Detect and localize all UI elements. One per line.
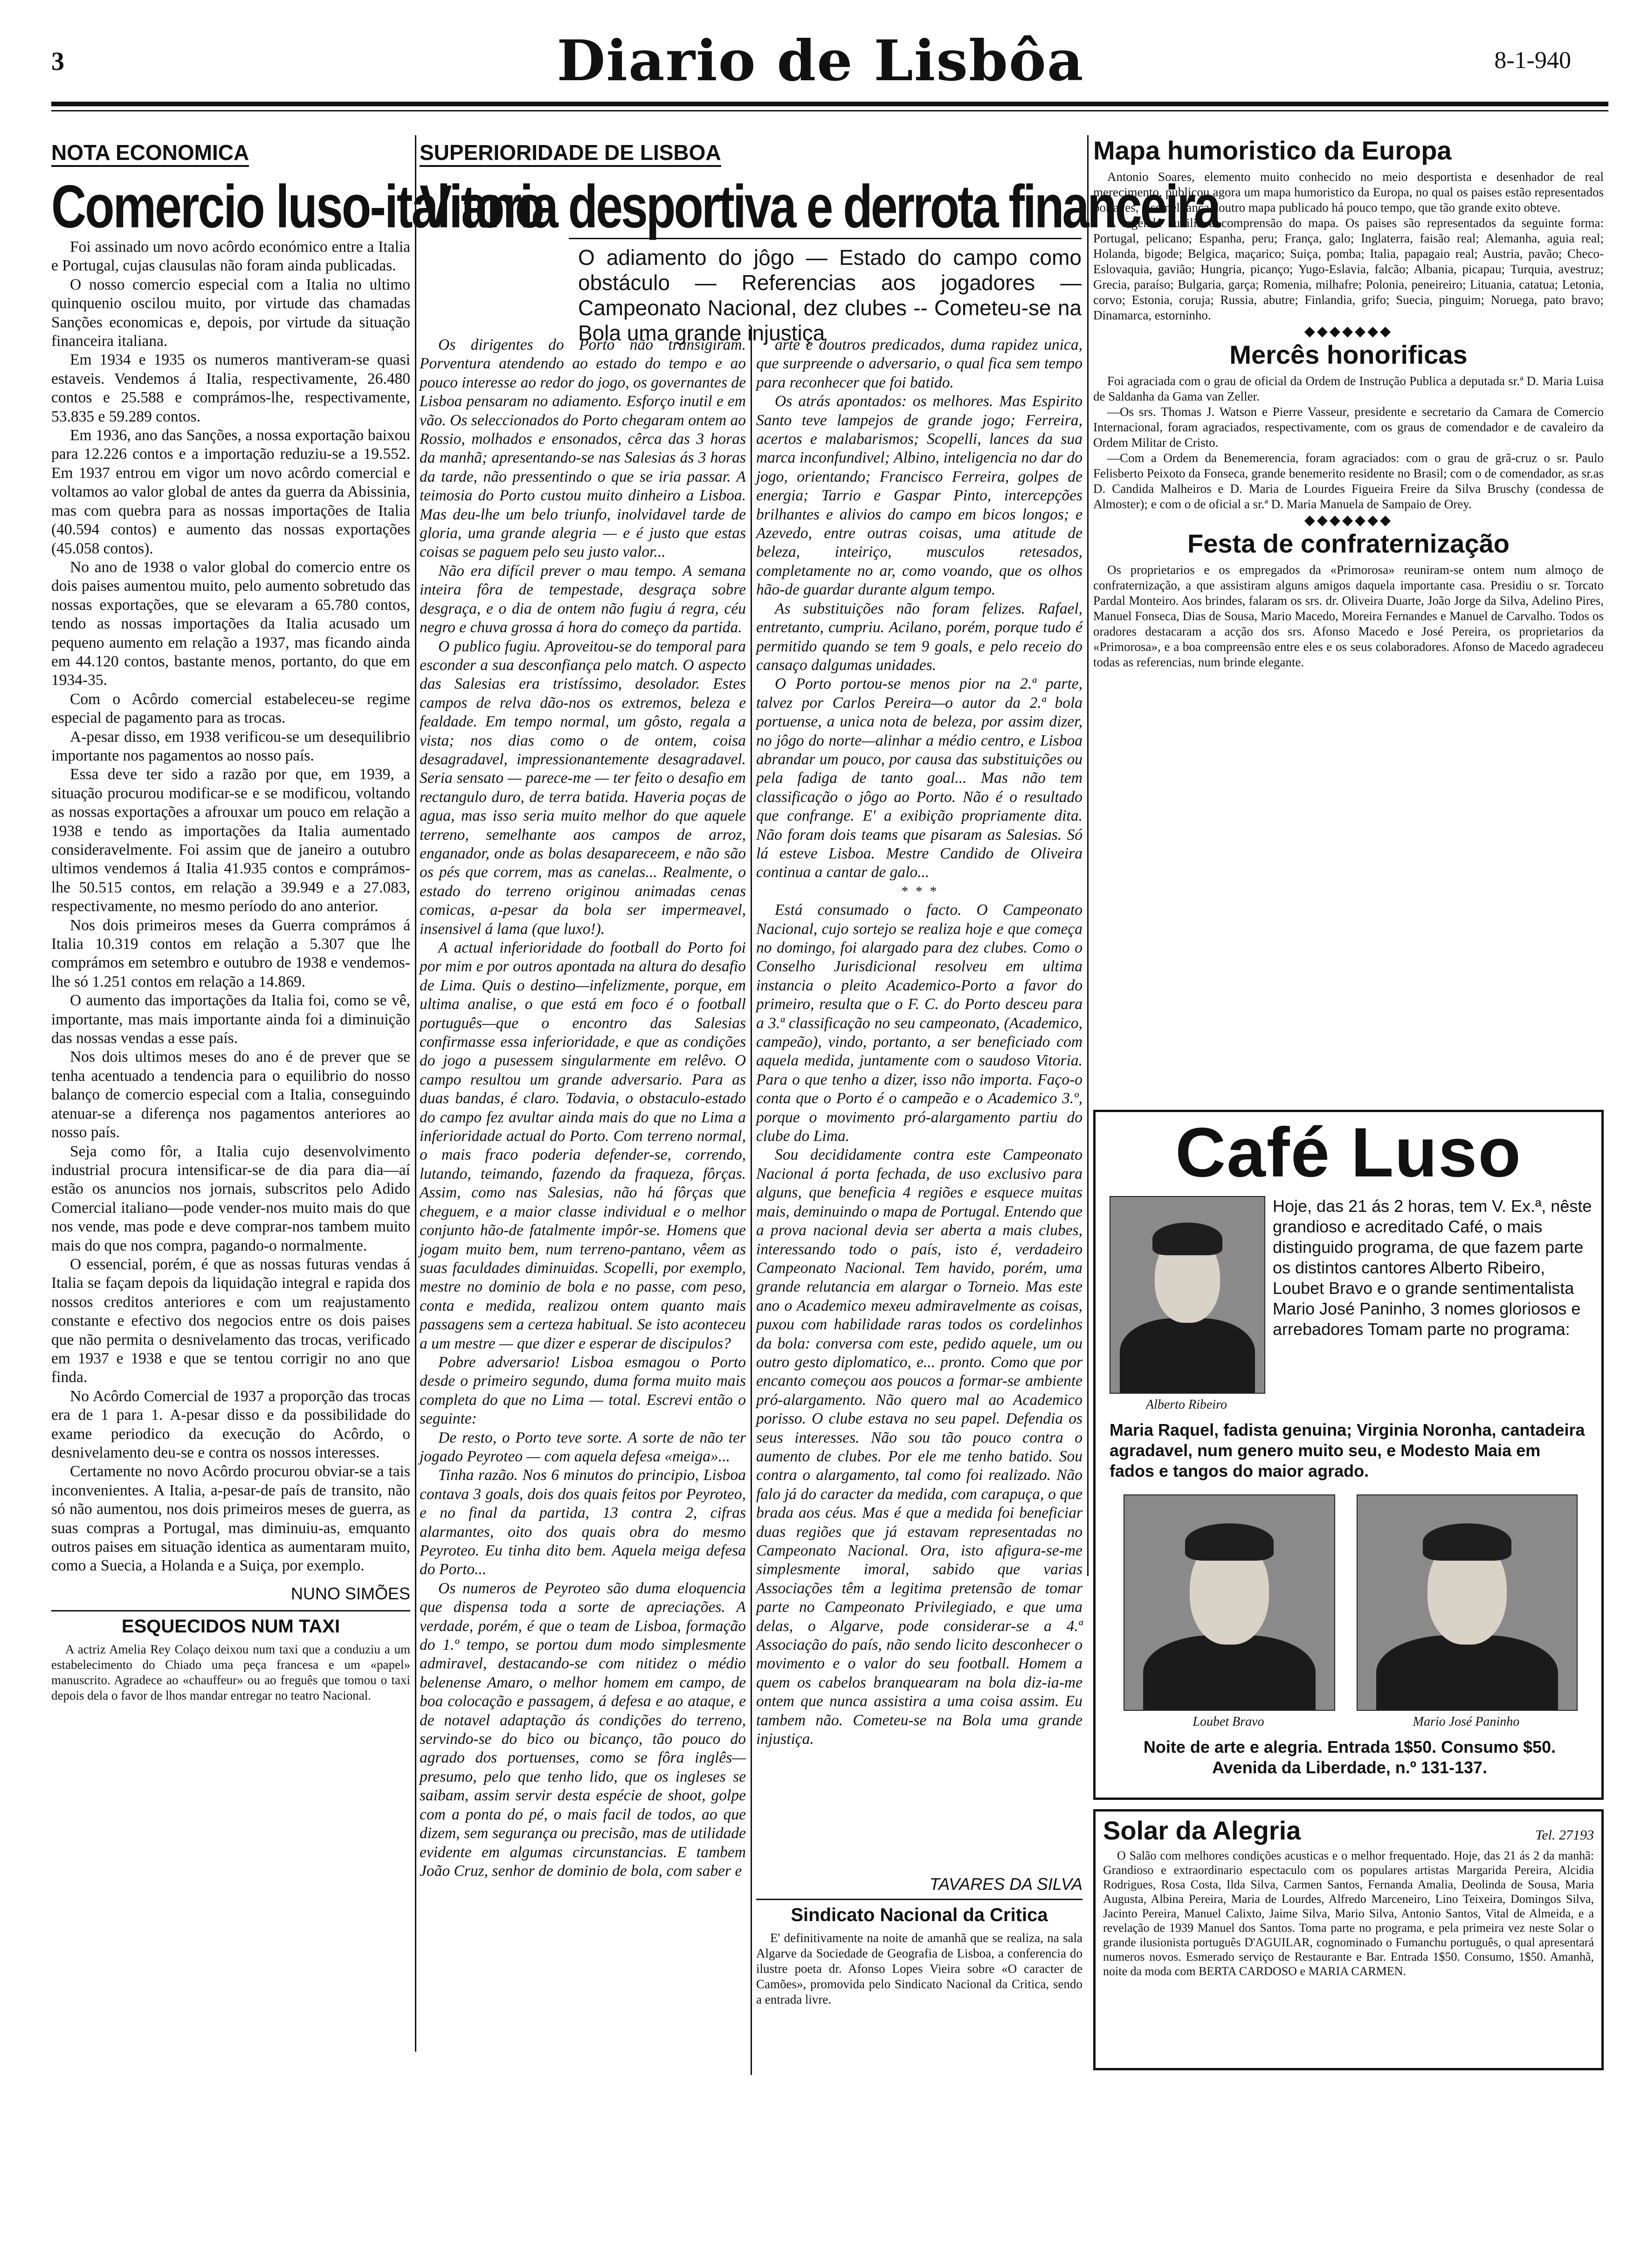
paragraph: De resto, o Porto teve sorte. A sorte de não ter jogado Peyroteo — com aquela defesa «meiga»...: [420, 1429, 746, 1465]
paragraph: Os dirigentes do Porto não transigiram. Porventura atendendo ao estado do tempo e ao pouco interesse ao redor do jogo, os governantes de Lisboa pensaram no adiamento. Esforço inutil e em vão. Os seleccionados do Porto chegaram ontem ao Rossio, molhados e ensonados, cêrca das 3 horas da manhã; apresentando-se nas Salesias ás 3 horas da tarde, não pressentindo o que se iria passar. A teimosia do Porto custou muito dinheiro a Lisboa. Mas deu-lhe um belo triunfo, inolvidavel tarde de gloria, uma grande alegria — e é justo que estas coisas se paguem pelo seu justo valor...: [420, 336, 746, 561]
paragraph: Nos dois ultimos meses do ano é de prever que se tenha acentuado a tendencia para o equilibrio do nosso balanço de comercio especial com a Italia, conseguindo atenuar-se a diferença nos pagamentos anteriores ao nosso país.: [51, 1048, 410, 1141]
portrait-photo: [1124, 1494, 1335, 1711]
paragraph: Foi agraciada com o grau de oficial da Ordem de Instrução Publica a deputada sr.ª D. Maria Luisa de Saldanha da Gama van Zeller.: [1093, 374, 1604, 403]
merces-text: [1093, 373, 1604, 512]
paragraph: Em 1934 e 1935 os numeros mantiveram-se quasi estaveis. Vendemos á Italia, respectivamente, 26.480 contos e 25.588 e comprámos-lhe, respectivamente, 53.835 e 59.289 contos.: [51, 351, 410, 425]
masthead: [0, 28, 1641, 98]
page-number: 3: [51, 47, 64, 76]
paragraph: Antonio Soares, elemento muito conhecido no meio desportista e desenhador de real merecimento, publicou agora um mapa humoristico da Europa, no qual os paises estão representados por aves, á semelhança doutro mapa publicado há pouco tempo, que tão grande exito obteve.: [1093, 170, 1604, 214]
paragraph: —Os srs. Thomas J. Watson e Pierre Vasseur, presidente e secretario da Camara de Comercio Internacional, foram agraciados, respectivamente, com os graus de comendador e de cavaleiro da Ordem Militar de Cristo.: [1093, 405, 1604, 449]
right-column: [1093, 135, 1604, 670]
paragraph: Os numeros de Peyroteo são duma eloquencia que dispensa toda a sorte de apreciações. A verdade, porém, é que o team de Lisboa, formação do 1.º tempo, se portou dum modo simplesmente admiravel, destacando-se com nitidez o médio belenense Amaro, o melhor homem em campo, de boa colocação e passagem, á defesa e ao ataque, e de notavel adaptação ás condições do terreno, servindo-se do bico ou bicanço, tão pouco do agrado dos portuenses, como se fôra inglês—presumo, pelo que tenho lido, que os ingleses se saibam, assim servir desta espécie de shoot, golpe com a ponta do pé, o mais facil de todos, ao que dizem, sem segurança ou precisão, mas de utilidade evidente em algumas circunstancias. E tambem João Cruz, senhor de dominio de bola, com saber e: [420, 1579, 746, 1880]
cafe-luso-ad: [1093, 1110, 1604, 1800]
headline: Comercio luso-italiano: [51, 173, 544, 241]
solar-tel: Tel. 27193: [1535, 1827, 1594, 1843]
solar-name: Solar da Alegria: [1103, 1816, 1301, 1845]
paragraph: Essa deve ter sido a razão por que, em 1939, a situação procurou modificar-se e se modificou, voltando as nossas exportações a afrouxar um pouco em relação a 1938 e tendo as importações da Italia aumentado consideravelmente. Foi assim que de janeiro a outubro ultimos vendemos á Italia 41.935 contos e comprámos-lhe 50.515 contos, em relação a 39.949 e a 27.083, respectivamente, no mesmo período do ano anterior.: [51, 766, 410, 915]
masthead-rule-thin: [51, 110, 1608, 111]
paragraph: No Acôrdo Comercial de 1937 a proporção das trocas era de 1 para 1. A-pesar disso e da possibilidade do exame periodico da execução do Acôrdo, o desnivelamento deu-se e contra os nossos interesses.: [51, 1387, 410, 1461]
paragraph: Foi assinado um novo acôrdo económico entre a Italia e Portugal, cujas clausulas não foram ainda publicadas.: [51, 238, 410, 275]
issue-date: 8-1-940: [1494, 47, 1571, 74]
byline: NUNO SIMÕES: [290, 1583, 410, 1603]
festa-headline: Festa de confraternização: [1187, 529, 1510, 558]
article-deck: O adiamento do jôgo — Estado do campo como obstáculo — Referencias aos jogadores — Campeonato Nacional, dez clubes -- Cometeu-se na Bola uma grande injustiça: [578, 245, 1082, 345]
paragraph: Está consumado o facto. O Campeonato Nacional, cujo sortejo se realiza hoje e que começa no domingo, foi alargado para dez clubes. Como o Conselho Jurisdicional resolveu em ultima instancia o pleito Academico-Porto a favor do primeiro, resulta que o F. C. do Porto desceu para a 3.ª classificação no seu campeonato, (Academico, campeão), vindo, portanto, a ser beneficiado com aquela medida, juntamente com o saudoso Vitoria. Para o que tenho a dizer, isso não importa. Faço-o conta que o Porto é o campeão e o Academico 3.º, porque o movimento pró-alargamento partiu do clube do Lima.: [756, 901, 1083, 1145]
newspaper-title: Diario de Lisbôa: [557, 28, 1084, 94]
cafe-name: Café Luso: [1175, 1113, 1522, 1191]
paragraph: O Porto portou-se menos pior na 2.ª parte, talvez por Carlos Pereira—o autor da 2.ª bola portuense, a unica nota de beleza, por assim dizer, no jôgo do norte—alinhar a médio centro, e Lisboa abrandar um pouco, por causa das substituições ou pela fadiga de tanto goal... Mas não tem classificação o jôgo ao Porto. Não é o resultado que confrange. E' a exibição propriamente dita. Não foram dois teams que pisaram as Salesias. Só lá esteve Lisboa. Mestre Candido de Oliveira continua a cantar de galo...: [756, 675, 1083, 881]
paragraph: Não era difícil prever o mau tempo. A semana inteira fôra de tempestade, desgraça sobre desgraça, e o dia de ontem não fugiu á regra, céu negro e chuva grossa á hora do começo da partida.: [420, 562, 746, 636]
cafe-intro: Hoje, das 21 ás 2 horas, tem V. Ex.ª, nêste grandioso e acreditado Café, o mais distinguido programa, de que fazem parte os distintos cantores Alberto Ribeiro, Loubet Bravo e o grande sentimentalista Mario José Paninho, 3 nomes gloriosos e arrebadores Tomam parte no programa:: [1273, 1196, 1592, 1339]
sport-column-a: [420, 336, 746, 1881]
kicker: NOTA ECONOMICA: [51, 140, 249, 167]
paragraph: —Com a Ordem da Benemerencia, foram agraciados: com o grau de grã-cruz o sr. Paulo Felisberto Peixoto da Fonseca, grande benemerito residente no Brasil; com o de comendador, as sr.as D. Candida Malheiros e D. Maria de Lourdes Figueira Freire da Silva Bruschy (condessa de Almoster); e com o de oficial a sr.ª D. Maria Manuela de Sampaio de Orey.: [1093, 451, 1604, 511]
masthead-rule: [51, 102, 1608, 106]
critica-text: E' definitivamente na noite de amanhã que se realiza, na sala Algarve da Sociedade de Geografia de Lisboa, a conferencia do ilustre poeta dr. Afonso Lopes Vieira sobre «O caracter de Camões», promovida pelo Sindicato Nacional da Critica, sendo a entrada livre.: [756, 1931, 1083, 2006]
ornament-divider: ◆◆◆◆◆◆◆: [1304, 512, 1393, 528]
paragraph: Pobre adversario! Lisboa esmagou o Porto desde o primeiro segundo, duma forma muito mais completa do que no Lima — total. Escrevi então o seguinte:: [420, 1353, 746, 1428]
sport-article-header: [420, 140, 1219, 346]
paragraph: O nosso comercio especial com a Italia no ultimo quinquenio oscilou muito, por virtude das chamadas Sanções economicas e, depois, por virtude da situação financeira italiana.: [51, 276, 410, 350]
cafe-footer: Noite de arte e alegria. Entrada 1$50. Consumo $50. Avenida da Liberdade, n.º 131-137.: [1143, 1737, 1556, 1777]
paragraph: A-pesar disso, em 1938 verificou-se um desequilibrio importante nos pagamentos ao nosso país.: [51, 728, 410, 764]
paragraph: Com o Acôrdo comercial estabeleceu-se regime especial de pagamento para as trocas.: [51, 690, 410, 727]
headline: Vitoria desportiva e derrota financeira: [420, 173, 1219, 241]
photo-caption: Alberto Ribeiro: [1146, 1397, 1227, 1412]
paragraph: Certamente no novo Acôrdo procurou obviar-se a tais inconvenientes. A Italia, a-pesar-de país de transito, não só não aumentou, nos dois primeiros meses de guerra, as suas compras a Portugal, mas diminuiu-as, emquanto outros paises em situação identica as aumentaram muito, como a Suecia, a Holanda e a Suiça, por exemplo.: [51, 1463, 410, 1575]
photo-caption: Loubet Bravo: [1193, 1715, 1264, 1729]
paragraph: As substituições não foram felizes. Rafael, entretanto, cumpriu. Acilano, porém, porque tudo é permitido quando se tem 9 goals, e pelo receio do cansaço dalgumas unidades.: [756, 600, 1083, 674]
festa-text: Os proprietarios e os empregados da «Primorosa» reuniram-se ontem num almoço de confraternização, a que assistiram alguns amigos daquela importante casa. Presidiu o sr. Torcato Pardal Monteiro. Aos brindes, falaram os srs. dr. Oliveira Duarte, João Jorge da Silva, Adelino Pires, Manuel Fonseca, Dias de Sousa, Mario Macedo, Moreira Fernandes e Manuel de Carvalho. Todos os oradores destacaram a acção dos srs. Afonso Macedo e José Pereira, os proprietarios da «Primorosa», e a boa compreensão entre eles e os seus colaboradores. Afonso de Macedo agradeceu todas as referencias, num brinde elegante.: [1093, 563, 1604, 669]
column-divider: [415, 135, 416, 2052]
paragraph: No ano de 1938 o valor global do comercio entre os dois paises aumentou muito, pelo aumento sobretudo das nossas exportações, que se elevaram a 65.780 contos, tendo as nossas importações da Italia acusado um pequeno aumento em relação a 1937, mas ficando ainda em 44.120 contos, bastante menos, portanto, do que em 1934-35.: [51, 558, 410, 689]
column-divider: [751, 326, 752, 2075]
paragraph: arte e doutros predicados, duma rapidez unica, que surpreende o adversario, o qual fica sem tempo para reconhecer que foi batido.: [756, 336, 1083, 391]
cafe-program: Maria Raquel, fadista genuina; Virginia Noronha, cantadeira agradavel, num genero muito seu, e Modesto Maia em fados e tangos do maior agrado.: [1110, 1420, 1585, 1480]
paragraph: O aumento das importações da Italia foi, como se vê, importante, mas mais importante ainda foi a diminuição das nossas vendas a esse país.: [51, 992, 410, 1047]
taxi-text: A actriz Amelia Rey Colaço deixou num taxi que a conduziu a um estabelecimento do Chiado uma peça francesa e um «papel» manuscrito. Agradece ao «chauffeur» ou ao freguês que tomou o taxi depois dela o favor de lhos mandar entregar no teatro Nacional.: [51, 1642, 410, 1702]
paragraph: O publico fugiu. Aproveitou-se do temporal para esconder a sua desconfiança pelo match. O aspecto das Salesias era tristíssimo, desolador. Estes campos de relva dão-nos os extremos, beleza e fealdade. Em tempo normal, um gôsto, regala a vista; nos dias como o de ontem, coisa desagradavel, impressionantemente desagradavel. Seria sensato — parece-me — ter feito o desafio em rectangulo duro, de terra batida. Haveria poças de agua, mas isso seria muito melhor do que aquele terreno, semelhante aos campos de arroz, enganador, onde as bolas desapareceem, e não são os pés que correm, mas as canelas... Realmente, o estado do terreno originou animadas cenas comicas, a-pesar da bola ser impermeavel, insensivel á lama (que luxo!).: [420, 637, 746, 938]
sport-column-b: [756, 336, 1083, 1749]
critica-headline: Sindicato Nacional da Critica: [791, 1905, 1048, 1925]
kicker: SUPERIORIDADE DE LISBOA: [420, 140, 721, 167]
paragraph: A legenda auxilia a comprensão do mapa. Os paises são representados da seguinte forma: Portugal, pelicano; Espanha, peru; França, galo; Inglaterra, faisão real; Alemanha, aguia real; Holanda, bigode; Belgica, maçarico; Suiça, pomba; Italia, papagaio real; Austria, pavão; Checo-Eslovaquia, gavião; Hungria, picanço; Yugo-Eslavia, falcão; Albania, picapau; Turquia, avestruz; Grecia, paraíso; Bulgaria, garça; Romenia, milhafre; Polonia, peneireiro; Lituania, catatua; Letonia, corvo; Estonia, coruja; Russia, abutre; Finlandia, grifo; Suecia, pinguim; Noruega, pato bravo; Dinamarca, estorninho.: [1093, 216, 1604, 322]
paragraph: Sou decididamente contra este Campeonato Nacional á porta fechada, de uso exclusivo para alguns, que beneficia 4 regiões e esquece muitas mais, deminuindo o mapa de Portugal. Entendo que a prova nacional devia ser aberta a mais clubes, interessando todo o país, isto é, verdadeiro Campeonato Nacional. Tem havido, porém, uma grande relutancia em alargar o Torneio. Mas este ano o Academico mexeu admiravelmente as coisas, puxou com habilidade raras todos os cordelinhos da bola: conversa com este, pedido aquele, um ou outro gesto diplomatico, e... pronto. Como que por encanto começou aos poucos a formar-se ambiente pró-alargamento. Não quero mal ao Academico porisso. O clube estava no seu papel. Defendia os seus interesses. Não sou tão pouco contra o aumento de clubes. Por ele me tenho batido. Sou contra o alargamento, tal como foi realizado. Não falo já do caracter da medida, com carapuça, o que brada aos céus. Mas é que a medida foi beneficiar duas regiões que já estavam representadas no Campeonato Nacional. Ora, isto afigura-se-me simplesmente imoral, sabido que varias Associações têm a legitima pretensão de tomar parte no Campeonato Privilegiado, e que uma delas, o Algarve, pode considerar-se a 4.ª Associação do país, não sendo licito desconhecer o movimento e o valor do seu football. Homem a quem os cabelos branquearam na bola diz-ia-me ontem que nunca assistira a uma coisa assim. Eu tambem não. Cometeu-se na Bola uma grande injustiça.: [756, 1146, 1083, 1748]
paragraph: Seja como fôr, a Italia cujo desenvolvimento industrial procura intensificar-se de dia para dia—aí estão os anuncios nos jornais, subscritos pelo Adido Comercial italiano—pode vender-nos muito mais do que nos vende, mas pode e deve comprar-nos tambem muito mais do que nos compra, pagando-o normalmente.: [51, 1142, 410, 1254]
mapa-text: [1093, 169, 1604, 323]
mapa-headline: Mapa humoristico da Europa: [1093, 136, 1452, 165]
paragraph: O essencial, porém, é que as nossas futuras vendas á Italia se façam depois da liquidação integral e rapida dos nossos creditos anteriores e com um reajustamento constante e efectivo dos negocios entre os dois paises que não permita o desnivelamento das trocas, verificado em 1937 e 1938 e que se tentou corrigir no ano que finda.: [51, 1255, 410, 1386]
solar-text: O Salão com melhores condições acusticas e o melhor frequentado. Hoje, das 21 ás 2 da manhã: Grandioso e extraordinario espectaculo com os populares artistas Margarida Pereira, Alcidia Rodrigues, Rosa Costa, Ilda Silva, Carmen Santos, Fernanda Amalia, Deolinda de Sousa, Maria Augusta, Albina Pereira, Maria de Lourdes, Alfredo Marceneiro, Lino Teixeira, Domingos Silva, Jacinto Pereira, Manuel Calixto, Jaime Silva, Mario Silva, Antonio Santos, Vital de Almeida, e a revelação de 1939 Manuel dos Santos. Toma parte no programa, e pela primeira vez neste Solar o grande ilusionista português D'AGUILAR, cognominado o Fumanchu português, o qual apresentará numeros novos. Esmerado serviço de Restaurante e Bar. Entrada 1$50. Consumo, 1$50. Amanhã, noite da moda com BERTA CARDOSO e MARIA CARMEN.: [1103, 1849, 1594, 1978]
taxi-headline: ESQUECIDOS NUM TAXI: [121, 1616, 340, 1637]
ornament-divider: ◆◆◆◆◆◆◆: [1304, 324, 1393, 339]
paragraph: Em 1936, ano das Sanções, a nossa exportação baixou para 12.226 contos e a importação reduziu-se a 19.552. Em 1937 entrou em vigor um novo acôrdo comercial e voltamos ao valor global de antes da guerra da Abissinia, mas com quebra para as nossas importações de Italia (40.594 contos) e aumento das nossas exportações (45.058 contos).: [51, 427, 410, 557]
portrait-photo: [1357, 1494, 1578, 1711]
paragraph: Nos dois primeiros meses da Guerra comprámos á Italia 10.319 contos em relação a 5.307 que lhe comprámos em setembro e outubro de 1938 e vendemos-lhe só 1.251 contos em relação a 14.869.: [51, 916, 410, 990]
portrait-photo: [1110, 1196, 1265, 1394]
merces-headline: Mercês honorificas: [1229, 340, 1468, 369]
article-body: [51, 238, 410, 1576]
sport-signoff: [756, 1874, 1083, 2007]
paragraph: A actual inferioridade do football do Porto foi por mim e por outros apontada na altura do desafio de Lima. Quis o destino—infelizmente, porque, em ultima analise, o que está em foco é o football português—que o encontro das Salesias confirmasse essa inferioridade, e que as condições do jogo a pusessem singularmente em relêvo. O campo resultou um grande adversario. Para as duas bandas, é claro. Todavia, o obstaculo-estado do campo fez avultar ainda mais do que no Lima a inferioridade actual do Porto. Com terreno normal, o mais fraco poderia defender-se, correndo, lutando, teimando, fazendo da fraqueza, fôrças. Assim, como nas Salesias, não há fôrças que cheguem, e a maior classe individual e o melhor conjunto hão-de fatalmente impôr-se. Homens que jogam muito bem, num terreno-pantano, vêem as suas faculdades diminuidas. Scopelli, por exemplo, mestre no dominio de bola e no passe, com peso, conta e medida, realizou ontem quanto mais passagens sem a certeza habitual. Se isto aconteceu a um mestre — que dizer e esperar de discipulos?: [420, 939, 746, 1352]
ornament-divider: * * *: [901, 883, 938, 899]
byline: TAVARES DA SILVA: [929, 1874, 1083, 1894]
photo-caption: Mario José Paninho: [1413, 1715, 1520, 1729]
solar-alegria-ad: [1093, 1809, 1604, 2070]
economic-note-article: [51, 140, 544, 1703]
paragraph: Tinha razão. Nos 6 minutos do principio, Lisboa contava 3 goals, dois dos quais feitos por Peyroteo, e no final da partida, 13 contra 2, cifras alarmantes, oito dos quais obra do mesmo Peyroteo. Eu tinha dito bem. Aquela meiga defesa do Porto...: [420, 1466, 746, 1578]
paragraph: Os atrás apontados: os melhores. Mas Espirito Santo teve lampejos de grande jogo; Ferreira, acertos e malabarismos; Scopelli, lances da sua marca inconfundivel; Albino, inteligencia no dar do jogo, orientando; Francisco Ferreira, golpes de energia; Tarrio e Gaspar Pinto, intercepções brilhantes e alivios do campo em bicos longos; e Azevedo, entre outras coisas, uma atitude de beleza, inteiriço, musculos retesados, completamente no ar, como voando, que os olhos hão-de guardar durante algum tempo.: [756, 393, 1083, 599]
column-divider: [1087, 135, 1089, 1576]
